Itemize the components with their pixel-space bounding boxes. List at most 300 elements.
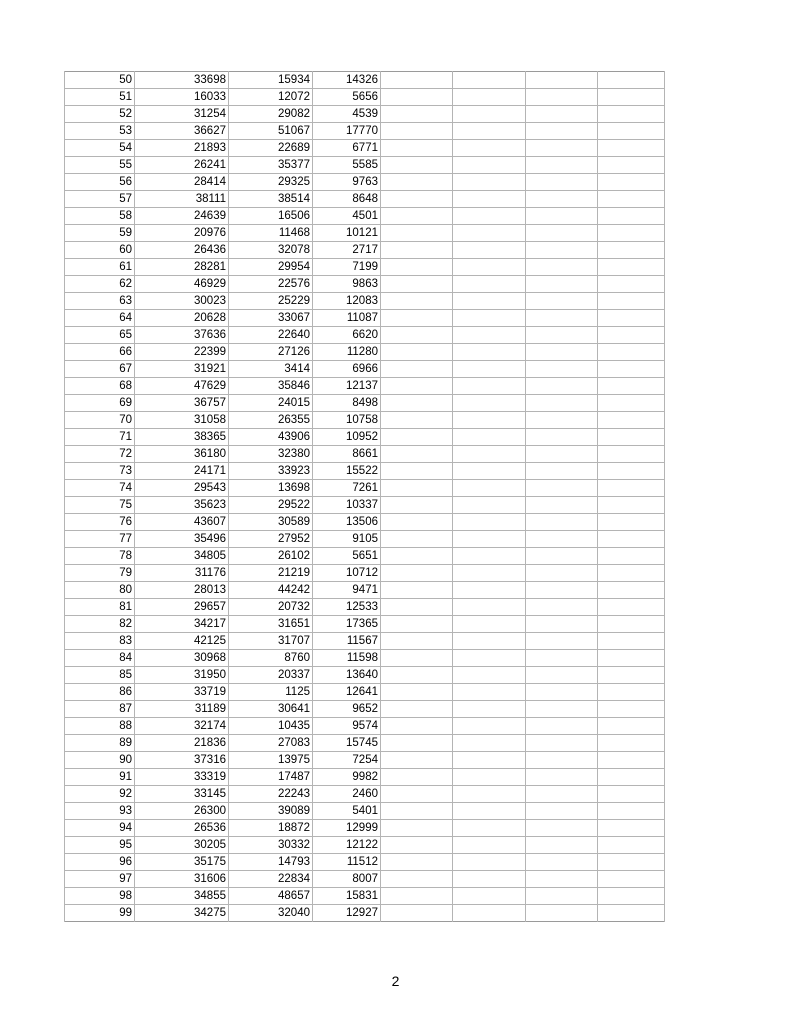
- empty-cell: [526, 735, 598, 752]
- value-c-cell: 10337: [313, 497, 381, 514]
- empty-cell: [381, 599, 453, 616]
- row-index-cell: 97: [65, 871, 135, 888]
- empty-cell: [381, 786, 453, 803]
- row-index-cell: 73: [65, 463, 135, 480]
- row-index-cell: 75: [65, 497, 135, 514]
- empty-cell: [381, 242, 453, 259]
- value-a-cell: 31058: [135, 412, 229, 429]
- row-index-cell: 96: [65, 854, 135, 871]
- empty-cell: [598, 463, 665, 480]
- table-row: [65, 905, 665, 922]
- value-a-cell: 28281: [135, 259, 229, 276]
- empty-cell: [453, 820, 526, 837]
- empty-cell: [526, 684, 598, 701]
- empty-cell: [526, 429, 598, 446]
- table-row: [65, 395, 665, 412]
- empty-cell: [526, 667, 598, 684]
- value-b-cell: 39089: [229, 803, 313, 820]
- value-b-cell: 32078: [229, 242, 313, 259]
- empty-cell: [526, 412, 598, 429]
- empty-cell: [453, 803, 526, 820]
- row-index-cell: 59: [65, 225, 135, 242]
- row-index-cell: 77: [65, 531, 135, 548]
- value-b-cell: 44242: [229, 582, 313, 599]
- empty-cell: [598, 514, 665, 531]
- empty-cell: [598, 344, 665, 361]
- value-a-cell: 38111: [135, 191, 229, 208]
- value-c-cell: 12999: [313, 820, 381, 837]
- row-index-cell: 53: [65, 123, 135, 140]
- table-row: [65, 684, 665, 701]
- empty-cell: [526, 242, 598, 259]
- table-row: [65, 327, 665, 344]
- empty-cell: [526, 378, 598, 395]
- empty-cell: [598, 395, 665, 412]
- empty-cell: [598, 89, 665, 106]
- table-row: [65, 786, 665, 803]
- empty-cell: [381, 582, 453, 599]
- empty-cell: [598, 106, 665, 123]
- value-c-cell: 9863: [313, 276, 381, 293]
- row-index-cell: 70: [65, 412, 135, 429]
- empty-cell: [381, 837, 453, 854]
- empty-cell: [598, 803, 665, 820]
- empty-cell: [598, 565, 665, 582]
- table-row: [65, 191, 665, 208]
- value-a-cell: 46929: [135, 276, 229, 293]
- value-b-cell: 22243: [229, 786, 313, 803]
- value-b-cell: 13975: [229, 752, 313, 769]
- empty-cell: [526, 565, 598, 582]
- empty-cell: [381, 429, 453, 446]
- empty-cell: [381, 106, 453, 123]
- value-a-cell: 21893: [135, 140, 229, 157]
- value-a-cell: 36757: [135, 395, 229, 412]
- value-c-cell: 8648: [313, 191, 381, 208]
- value-a-cell: 32174: [135, 718, 229, 735]
- empty-cell: [453, 429, 526, 446]
- value-c-cell: 9652: [313, 701, 381, 718]
- empty-cell: [526, 786, 598, 803]
- row-index-cell: 63: [65, 293, 135, 310]
- empty-cell: [453, 888, 526, 905]
- row-index-cell: 65: [65, 327, 135, 344]
- data-table: [64, 71, 665, 922]
- empty-cell: [526, 701, 598, 718]
- row-index-cell: 94: [65, 820, 135, 837]
- value-c-cell: 17365: [313, 616, 381, 633]
- table-row: [65, 718, 665, 735]
- empty-cell: [453, 140, 526, 157]
- value-c-cell: 10121: [313, 225, 381, 242]
- empty-cell: [381, 514, 453, 531]
- row-index-cell: 98: [65, 888, 135, 905]
- empty-cell: [381, 259, 453, 276]
- value-b-cell: 13698: [229, 480, 313, 497]
- value-a-cell: 38365: [135, 429, 229, 446]
- empty-cell: [526, 531, 598, 548]
- value-b-cell: 51067: [229, 123, 313, 140]
- empty-cell: [598, 633, 665, 650]
- empty-cell: [598, 888, 665, 905]
- table-row: [65, 174, 665, 191]
- value-a-cell: 31950: [135, 667, 229, 684]
- value-b-cell: 14793: [229, 854, 313, 871]
- empty-cell: [381, 310, 453, 327]
- value-c-cell: 13640: [313, 667, 381, 684]
- row-index-cell: 85: [65, 667, 135, 684]
- empty-cell: [526, 633, 598, 650]
- value-a-cell: 26536: [135, 820, 229, 837]
- row-index-cell: 72: [65, 446, 135, 463]
- value-b-cell: 30589: [229, 514, 313, 531]
- table-row: [65, 72, 665, 89]
- value-a-cell: 31254: [135, 106, 229, 123]
- empty-cell: [526, 361, 598, 378]
- empty-cell: [381, 72, 453, 89]
- empty-cell: [381, 616, 453, 633]
- table-body: [65, 72, 665, 922]
- empty-cell: [598, 769, 665, 786]
- table-row: [65, 412, 665, 429]
- empty-cell: [453, 123, 526, 140]
- value-c-cell: 9105: [313, 531, 381, 548]
- empty-cell: [453, 531, 526, 548]
- value-c-cell: 2717: [313, 242, 381, 259]
- row-index-cell: 86: [65, 684, 135, 701]
- value-b-cell: 29522: [229, 497, 313, 514]
- value-b-cell: 25229: [229, 293, 313, 310]
- empty-cell: [526, 259, 598, 276]
- empty-cell: [526, 718, 598, 735]
- value-a-cell: 35496: [135, 531, 229, 548]
- value-c-cell: 12641: [313, 684, 381, 701]
- empty-cell: [381, 803, 453, 820]
- row-index-cell: 92: [65, 786, 135, 803]
- value-a-cell: 31606: [135, 871, 229, 888]
- value-c-cell: 5651: [313, 548, 381, 565]
- value-a-cell: 20628: [135, 310, 229, 327]
- empty-cell: [598, 174, 665, 191]
- empty-cell: [381, 684, 453, 701]
- value-a-cell: 28013: [135, 582, 229, 599]
- empty-cell: [381, 344, 453, 361]
- value-b-cell: 22576: [229, 276, 313, 293]
- value-c-cell: 11087: [313, 310, 381, 327]
- empty-cell: [453, 752, 526, 769]
- empty-cell: [453, 837, 526, 854]
- value-c-cell: 9471: [313, 582, 381, 599]
- value-b-cell: 24015: [229, 395, 313, 412]
- value-a-cell: 33719: [135, 684, 229, 701]
- empty-cell: [381, 650, 453, 667]
- empty-cell: [453, 174, 526, 191]
- value-a-cell: 34855: [135, 888, 229, 905]
- value-b-cell: 3414: [229, 361, 313, 378]
- empty-cell: [381, 820, 453, 837]
- empty-cell: [598, 310, 665, 327]
- empty-cell: [381, 633, 453, 650]
- empty-cell: [453, 361, 526, 378]
- table-row: [65, 497, 665, 514]
- value-a-cell: 43607: [135, 514, 229, 531]
- empty-cell: [453, 684, 526, 701]
- empty-cell: [453, 157, 526, 174]
- table-row: [65, 735, 665, 752]
- empty-cell: [598, 616, 665, 633]
- empty-cell: [526, 157, 598, 174]
- empty-cell: [453, 616, 526, 633]
- empty-cell: [526, 837, 598, 854]
- table-row: [65, 599, 665, 616]
- value-b-cell: 35377: [229, 157, 313, 174]
- table-row: [65, 752, 665, 769]
- table-row: [65, 888, 665, 905]
- row-index-cell: 74: [65, 480, 135, 497]
- empty-cell: [598, 157, 665, 174]
- row-index-cell: 64: [65, 310, 135, 327]
- empty-cell: [381, 667, 453, 684]
- value-c-cell: 12533: [313, 599, 381, 616]
- empty-cell: [526, 752, 598, 769]
- empty-cell: [453, 412, 526, 429]
- empty-cell: [453, 106, 526, 123]
- empty-cell: [453, 395, 526, 412]
- empty-cell: [453, 463, 526, 480]
- value-b-cell: 10435: [229, 718, 313, 735]
- value-b-cell: 38514: [229, 191, 313, 208]
- value-c-cell: 7199: [313, 259, 381, 276]
- value-c-cell: 2460: [313, 786, 381, 803]
- empty-cell: [526, 497, 598, 514]
- empty-cell: [381, 412, 453, 429]
- value-c-cell: 10952: [313, 429, 381, 446]
- table-row: [65, 531, 665, 548]
- table-row: [65, 157, 665, 174]
- value-b-cell: 27083: [229, 735, 313, 752]
- value-b-cell: 29325: [229, 174, 313, 191]
- value-b-cell: 8760: [229, 650, 313, 667]
- empty-cell: [526, 395, 598, 412]
- table-row: [65, 480, 665, 497]
- value-b-cell: 20732: [229, 599, 313, 616]
- row-index-cell: 81: [65, 599, 135, 616]
- row-index-cell: 88: [65, 718, 135, 735]
- value-a-cell: 35623: [135, 497, 229, 514]
- row-index-cell: 60: [65, 242, 135, 259]
- value-a-cell: 34217: [135, 616, 229, 633]
- empty-cell: [598, 905, 665, 922]
- empty-cell: [526, 123, 598, 140]
- value-c-cell: 17770: [313, 123, 381, 140]
- empty-cell: [453, 871, 526, 888]
- empty-cell: [381, 480, 453, 497]
- row-index-cell: 83: [65, 633, 135, 650]
- value-a-cell: 42125: [135, 633, 229, 650]
- value-b-cell: 11468: [229, 225, 313, 242]
- empty-cell: [453, 89, 526, 106]
- table-row: [65, 446, 665, 463]
- table-row: [65, 344, 665, 361]
- value-b-cell: 31707: [229, 633, 313, 650]
- table-row: [65, 225, 665, 242]
- table-row: [65, 854, 665, 871]
- value-a-cell: 26436: [135, 242, 229, 259]
- row-index-cell: 57: [65, 191, 135, 208]
- empty-cell: [526, 803, 598, 820]
- table-row: [65, 871, 665, 888]
- value-a-cell: 31921: [135, 361, 229, 378]
- value-c-cell: 4501: [313, 208, 381, 225]
- empty-cell: [381, 191, 453, 208]
- table-row: [65, 803, 665, 820]
- table-row: [65, 259, 665, 276]
- empty-cell: [453, 242, 526, 259]
- empty-cell: [453, 599, 526, 616]
- value-a-cell: 16033: [135, 89, 229, 106]
- empty-cell: [381, 446, 453, 463]
- empty-cell: [526, 89, 598, 106]
- table-row: [65, 276, 665, 293]
- empty-cell: [598, 837, 665, 854]
- value-a-cell: 20976: [135, 225, 229, 242]
- empty-cell: [381, 854, 453, 871]
- value-a-cell: 30968: [135, 650, 229, 667]
- empty-cell: [526, 480, 598, 497]
- row-index-cell: 93: [65, 803, 135, 820]
- empty-cell: [381, 531, 453, 548]
- empty-cell: [381, 463, 453, 480]
- value-b-cell: 1125: [229, 684, 313, 701]
- value-a-cell: 37636: [135, 327, 229, 344]
- empty-cell: [453, 191, 526, 208]
- value-c-cell: 7254: [313, 752, 381, 769]
- empty-cell: [598, 242, 665, 259]
- row-index-cell: 51: [65, 89, 135, 106]
- empty-cell: [598, 820, 665, 837]
- table-row: [65, 106, 665, 123]
- empty-cell: [453, 769, 526, 786]
- empty-cell: [526, 599, 598, 616]
- value-a-cell: 36627: [135, 123, 229, 140]
- value-b-cell: 29954: [229, 259, 313, 276]
- empty-cell: [381, 888, 453, 905]
- empty-cell: [453, 276, 526, 293]
- value-b-cell: 27126: [229, 344, 313, 361]
- empty-cell: [381, 565, 453, 582]
- empty-cell: [453, 718, 526, 735]
- empty-cell: [453, 735, 526, 752]
- value-a-cell: 24639: [135, 208, 229, 225]
- table-row: [65, 361, 665, 378]
- table-row: [65, 514, 665, 531]
- value-a-cell: 47629: [135, 378, 229, 395]
- empty-cell: [598, 531, 665, 548]
- value-c-cell: 9982: [313, 769, 381, 786]
- row-index-cell: 87: [65, 701, 135, 718]
- table-row: [65, 650, 665, 667]
- value-b-cell: 12072: [229, 89, 313, 106]
- empty-cell: [526, 769, 598, 786]
- value-a-cell: 33145: [135, 786, 229, 803]
- empty-cell: [526, 208, 598, 225]
- value-a-cell: 30023: [135, 293, 229, 310]
- row-index-cell: 89: [65, 735, 135, 752]
- empty-cell: [526, 310, 598, 327]
- value-c-cell: 11567: [313, 633, 381, 650]
- value-b-cell: 35846: [229, 378, 313, 395]
- value-b-cell: 18872: [229, 820, 313, 837]
- table-row: [65, 837, 665, 854]
- empty-cell: [598, 446, 665, 463]
- empty-cell: [381, 89, 453, 106]
- table-row: [65, 310, 665, 327]
- row-index-cell: 68: [65, 378, 135, 395]
- value-c-cell: 6620: [313, 327, 381, 344]
- empty-cell: [598, 140, 665, 157]
- empty-cell: [526, 225, 598, 242]
- empty-cell: [598, 412, 665, 429]
- empty-cell: [526, 820, 598, 837]
- empty-cell: [598, 497, 665, 514]
- row-index-cell: 78: [65, 548, 135, 565]
- table-row: [65, 378, 665, 395]
- value-c-cell: 13506: [313, 514, 381, 531]
- empty-cell: [526, 106, 598, 123]
- row-index-cell: 90: [65, 752, 135, 769]
- value-a-cell: 30205: [135, 837, 229, 854]
- row-index-cell: 69: [65, 395, 135, 412]
- empty-cell: [526, 905, 598, 922]
- empty-cell: [598, 650, 665, 667]
- value-a-cell: 33319: [135, 769, 229, 786]
- table-row: [65, 463, 665, 480]
- empty-cell: [598, 752, 665, 769]
- value-c-cell: 11512: [313, 854, 381, 871]
- empty-cell: [598, 361, 665, 378]
- value-c-cell: 11598: [313, 650, 381, 667]
- empty-cell: [453, 446, 526, 463]
- empty-cell: [526, 582, 598, 599]
- empty-cell: [598, 72, 665, 89]
- table-row: [65, 242, 665, 259]
- empty-cell: [526, 616, 598, 633]
- empty-cell: [453, 225, 526, 242]
- value-a-cell: 22399: [135, 344, 229, 361]
- empty-cell: [381, 208, 453, 225]
- value-c-cell: 9763: [313, 174, 381, 191]
- empty-cell: [453, 565, 526, 582]
- empty-cell: [526, 871, 598, 888]
- row-index-cell: 79: [65, 565, 135, 582]
- value-a-cell: 31189: [135, 701, 229, 718]
- value-a-cell: 35175: [135, 854, 229, 871]
- table-row: [65, 701, 665, 718]
- table-row: [65, 769, 665, 786]
- value-b-cell: 30641: [229, 701, 313, 718]
- empty-cell: [453, 667, 526, 684]
- table-row: [65, 429, 665, 446]
- table-row: [65, 633, 665, 650]
- value-b-cell: 22640: [229, 327, 313, 344]
- value-b-cell: 31651: [229, 616, 313, 633]
- empty-cell: [453, 327, 526, 344]
- empty-cell: [381, 548, 453, 565]
- value-c-cell: 12137: [313, 378, 381, 395]
- empty-cell: [381, 769, 453, 786]
- empty-cell: [381, 140, 453, 157]
- row-index-cell: 52: [65, 106, 135, 123]
